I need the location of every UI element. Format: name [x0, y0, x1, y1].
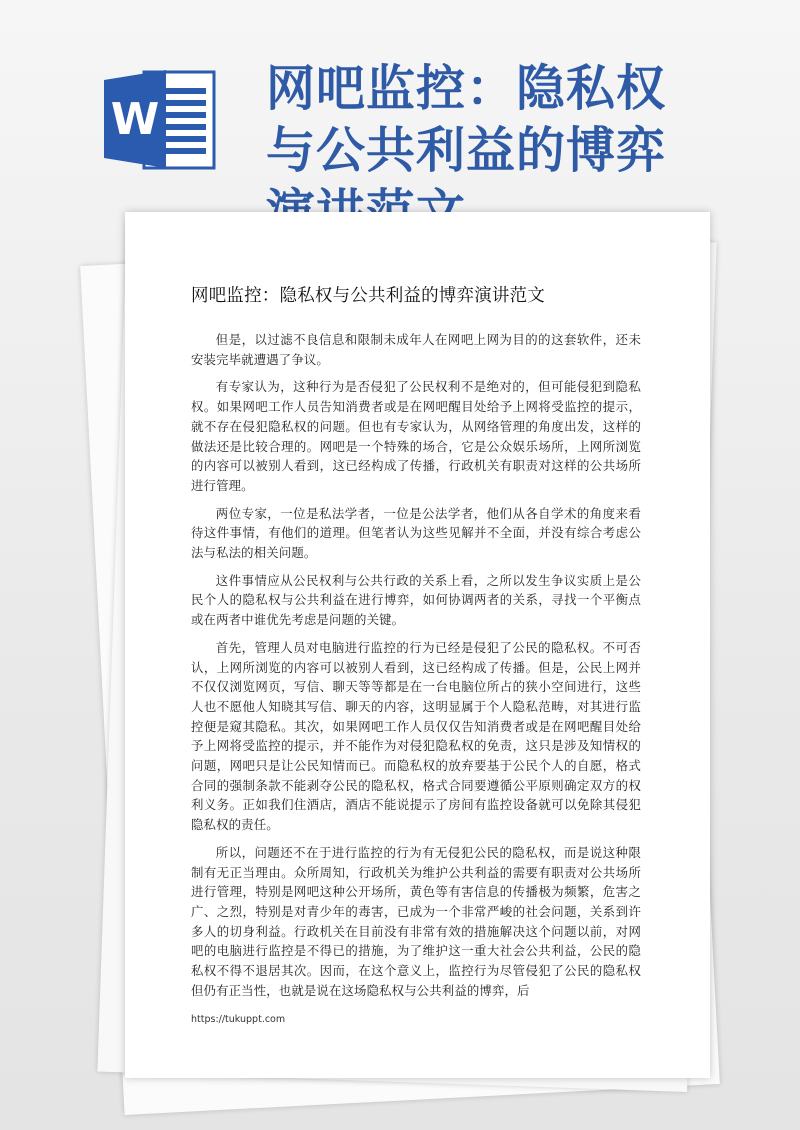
paragraph: 两位专家，一位是私法学者，一位是公法学者，他们从各自学术的角度来看待这件事情，有他们的道理。但笔者认为这些见解并不全面，并没有综合考虑公法与私法的相关问题。 [191, 505, 641, 561]
banner-title: 网吧监控：隐私权与公共利益的博弈 [266, 60, 667, 179]
paragraph: 但是，以过滤不良信息和限制未成年人在网吧上网为目的的这套软件，还未安装完毕就遭遇了争议。 [191, 332, 641, 367]
banner-header [0, 0, 800, 210]
paragraph: 有专家认为，这种行为是否侵犯了公民权利不是绝对的，但可能侵犯到隐私权。如果网吧工作人员告知消费者或是在网吧醒目处给予上网将受监控的提示，就不存在侵犯隐私权的问题。但也有专家认为，从网络管理的角度出发，这样的做法还是比较合理的。网吧是一个特殊的场合，它是公众娱乐场所，上网所浏览的内容可以被别人看到，这已经构成了传播，行政机关有职责对这样的公共场所进行管理。 [191, 379, 641, 493]
paragraph: 首先，管理人员对电脑进行监控的行为已经是侵犯了公民的隐私权。不可否认，上网所浏览的内容可以被别人看到，这已经构成了传播。但是，公民上网并不仅仅浏览网页，写信、聊天等等都是在一台电脑位所占的狭小空间进行，这些人也不愿他人知晓其写信、聊天的内容，这明显属于个人隐私范畴，对其进行监控便是窥其隐私。其次，如果网吧工作人员仅仅告知消费者或是在网吧醒目处给予上网将受监控的提示，并不能作为对侵犯隐私权的免责，这只是涉及知情权的问题，网吧只是让公民知情而已。而隐私权的放弃要基于公民个人的自愿，格式合同的强制条款不能剥夺公民的隐私权，格式合同要遵循公平原则确定双方的权利义务。正如我们住酒店，酒店不能说提示了房间有监控设备就可以免除其侵犯隐私权的责任。 [191, 639, 641, 833]
document-title: 网吧监控：隐私权与公共利益的博弈演讲范文 [191, 286, 545, 306]
footer-url: https://tukuppt.com [191, 1014, 286, 1025]
document-page [125, 212, 710, 1078]
document-body [191, 330, 641, 1009]
paragraph: 所以，问题还不在于进行监控的行为有无侵犯公民的隐私权，而是说这种限制有无正当理由。众所周知，行政机关为维护公共利益的需要有职责对公共场所进行管理，特别是网吧这种公开场所，黄色等有害信息的传播极为频繁，危害之广、之烈，特别是对青少年的毒害，已成为一个非常严峻的社会问题，关系到许多人的切身利益。行政机关在目前没有非常有效的措施解决这个问题以前，对网吧的电脑进行监控是不得已的措施，为了维护这一重大社会公共利益，公民的隐私权不得不退居其次。因而，在这个意义上，监控行为尽管侵犯了公民的隐私权但仍有正当性，也就是说在这场隐私权与公共利益的博弈，后 [191, 844, 641, 998]
word-document-icon [104, 66, 230, 172]
paragraph: 这件事情应从公民权利与公共行政的关系上看，之所以发生争议实质上是公民个人的隐私权与公共利益在进行博弈，如何协调两者的关系，寻找一个平衡点或在两者中谁优先考虑是问题的关键。 [191, 572, 641, 628]
word-logo-letter: W [110, 94, 160, 145]
